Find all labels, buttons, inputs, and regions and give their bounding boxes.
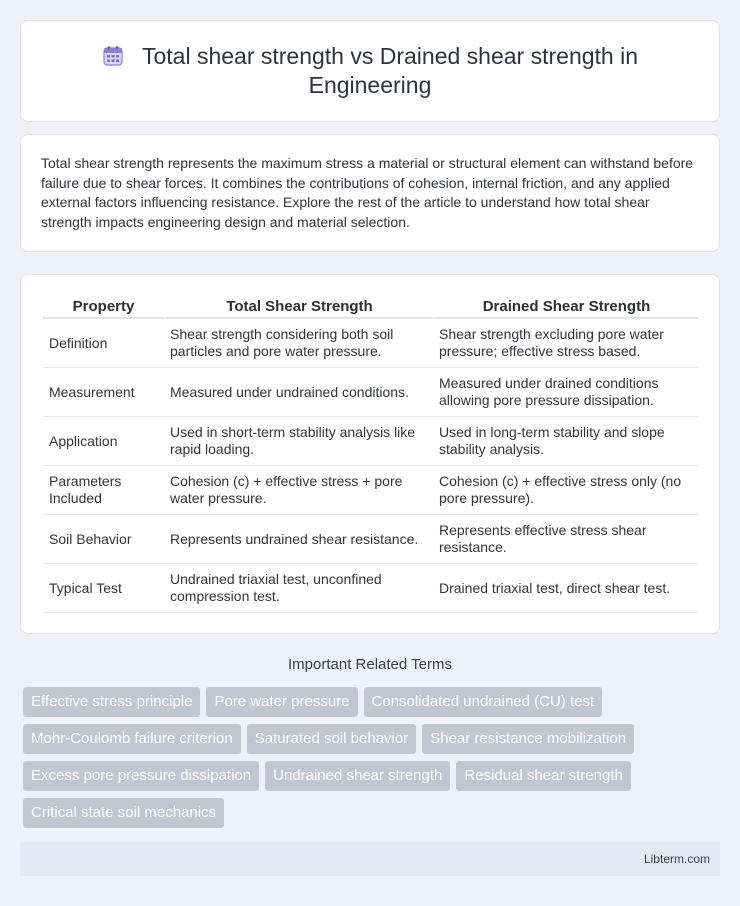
- header-drained-shear-strength: Drained Shear Strength: [433, 297, 698, 319]
- row-drained-value: Measured under drained conditions allowing pore pressure dissipation.: [433, 368, 698, 417]
- row-total-value: Cohesion (c) + effective stress + pore water pressure.: [164, 466, 433, 515]
- row-drained-value: Cohesion (c) + effective stress only (no pore pressure).: [433, 466, 698, 515]
- related-terms-list: [23, 687, 723, 835]
- related-term-tag[interactable]: Consolidated undrained (CU) test: [364, 687, 603, 717]
- related-term-tag[interactable]: Undrained shear strength: [265, 761, 450, 791]
- related-terms-heading: Important Related Terms: [288, 656, 452, 673]
- page-title: Total shear strength vs Drained shear strength in Engineering: [141, 43, 639, 98]
- row-total-value: Represents undrained shear resistance.: [164, 515, 433, 564]
- footer-site-link[interactable]: Libterm.com: [643, 852, 710, 866]
- table-row: [43, 564, 698, 613]
- row-drained-value: Drained triaxial test, direct shear test.: [433, 564, 698, 613]
- footer: [20, 842, 720, 876]
- related-term-tag[interactable]: Shear resistance mobilization: [422, 724, 634, 754]
- related-term-tag[interactable]: Effective stress principle: [23, 687, 200, 717]
- related-term-tag[interactable]: Excess pore pressure dissipation: [23, 761, 259, 791]
- intro-text: Total shear strength represents the maximum stress a material or structural element can withstand before failure due to shear forces. It combines the contributions of cohesion, internal friction, and any applied external factors influencing resistance. Explore the rest of the article to understand how total shear strength impacts engineering design and material selection.: [41, 155, 694, 230]
- comparison-table-card: [20, 274, 720, 634]
- page-title-wrap: [70, 42, 670, 100]
- table-row: [43, 368, 698, 417]
- row-drained-value: Used in long-term stability and slope stability analysis.: [433, 417, 698, 466]
- row-drained-value: Represents effective stress shear resistance.: [433, 515, 698, 564]
- comparison-table: [43, 297, 698, 613]
- table-header-row: [43, 297, 698, 319]
- related-term-tag[interactable]: Residual shear strength: [456, 761, 630, 791]
- row-drained-value: Shear strength excluding pore water pressure; effective stress based.: [433, 319, 698, 368]
- row-property: Typical Test: [43, 564, 164, 613]
- related-term-tag[interactable]: Pore water pressure: [206, 687, 357, 717]
- row-property: Parameters Included: [43, 466, 164, 515]
- table-row: [43, 417, 698, 466]
- table-row: [43, 515, 698, 564]
- row-total-value: Measured under undrained conditions.: [164, 368, 433, 417]
- row-total-value: Used in short-term stability analysis like rapid loading.: [164, 417, 433, 466]
- related-term-tag[interactable]: Critical state soil mechanics: [23, 798, 224, 828]
- row-property: Soil Behavior: [43, 515, 164, 564]
- header-property: Property: [43, 297, 164, 319]
- intro-card: [20, 134, 720, 252]
- row-total-value: Undrained triaxial test, unconfined compression test.: [164, 564, 433, 613]
- related-term-tag[interactable]: Mohr-Coulomb failure criterion: [23, 724, 241, 754]
- related-term-tag[interactable]: Saturated soil behavior: [247, 724, 416, 754]
- calendar-grid-icon: [102, 45, 124, 67]
- row-total-value: Shear strength considering both soil particles and pore water pressure.: [164, 319, 433, 368]
- row-property: Application: [43, 417, 164, 466]
- table-row: [43, 466, 698, 515]
- header-total-shear-strength: Total Shear Strength: [164, 297, 433, 319]
- title-card: [20, 20, 720, 122]
- table-row: [43, 319, 698, 368]
- row-property: Definition: [43, 319, 164, 368]
- row-property: Measurement: [43, 368, 164, 417]
